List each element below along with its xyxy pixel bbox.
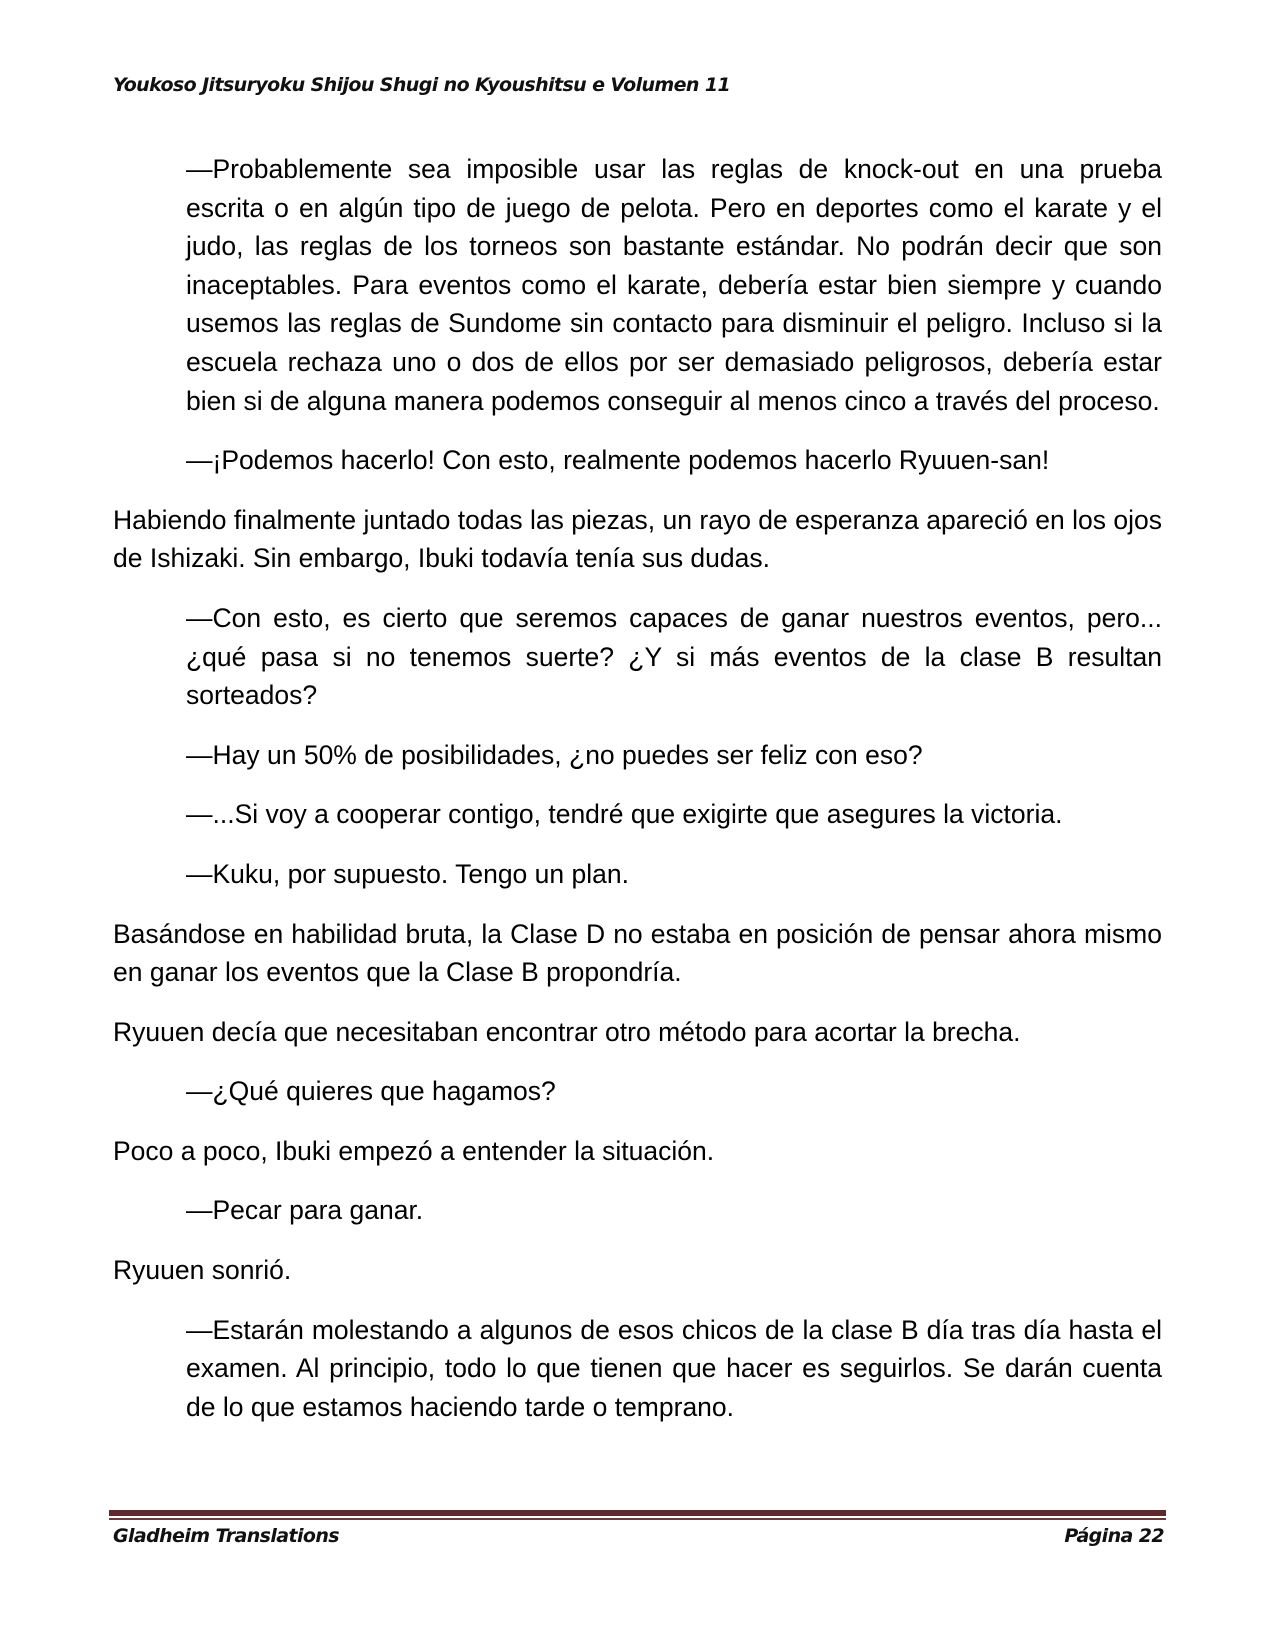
paragraph-dialog: —Con esto, es cierto que seremos capaces de ganar nuestros eventos, pero... ¿qué pasa si no tenemos suerte? ¿Y si más eventos de la clase B resultan sorteados? — [186, 602, 1162, 711]
paragraph-narration: Ryuuen decía que necesitaban encontrar otro método para acortar la brecha. — [113, 1016, 1021, 1047]
paragraph-dialog: —Estarán molestando a algunos de esos chicos de la clase B día tras día hasta el examen. Al principio, todo lo que tienen que hacer es seguirlos. Se darán cuenta de lo que estamos haciendo tarde o temprano. — [186, 1314, 1162, 1422]
paragraph-dialog: —...Si voy a cooperar contigo, tendré que exigirte que asegures la victoria. — [186, 799, 1063, 830]
paragraph-dialog: —Kuku, por supuesto. Tengo un plan. — [186, 858, 629, 889]
paragraph-dialog: —Probablemente sea imposible usar las reglas de knock-out en una prueba escrita o en algún tipo de juego de pelota. Pero en deportes como el karate y el judo, las reglas de los torneos son bastante estándar. No podrán decir que son inaceptables. Para eventos como el karate, debería estar bien siempre y cuando usemos las reglas de Sundome sin contacto para disminuir el peligro. Incluso si la escuela rechaza uno o dos de ellos por ser demasiado peligrosos, debería estar bien si de alguna manera podemos conseguir al menos cinco a través del proceso. — [186, 154, 1162, 416]
paragraph-dialog: —Pecar para ganar. — [186, 1195, 424, 1226]
paragraph-narration: Poco a poco, Ibuki empezó a entender la situación. — [113, 1135, 715, 1166]
paragraph-narration: Ryuuen sonrió. — [113, 1255, 292, 1286]
footer-page-number: Página 22 — [1064, 1525, 1164, 1547]
paragraph-dialog: —¿Qué quieres que hagamos? — [186, 1076, 556, 1107]
paragraph-dialog: —Hay un 50% de posibilidades, ¿no puedes ser feliz con eso? — [186, 739, 923, 770]
paragraph-narration: Basándose en habilidad bruta, la Clase D no estaba en posición de pensar ahora mismo en ganar los eventos que la Clase B propondría. — [113, 918, 1162, 988]
page-body — [113, 150, 1162, 1447]
footer-publisher: Gladheim Translations — [113, 1525, 339, 1547]
footer-rule-thick — [109, 1510, 1166, 1516]
running-header: Youkoso Jitsuryoku Shijou Shugi no Kyoushitsu e Volumen 11 — [113, 74, 731, 96]
paragraph-dialog: —¡Podemos hacerlo! Con esto, realmente podemos hacerlo Ryuuen-san! — [186, 445, 1050, 476]
paragraph-narration: Habiendo finalmente juntado todas las piezas, un rayo de esperanza apareció en los ojos de Ishizaki. Sin embargo, Ibuki todavía tenía sus dudas. — [113, 504, 1162, 574]
footer-rule-thin — [109, 1518, 1166, 1520]
